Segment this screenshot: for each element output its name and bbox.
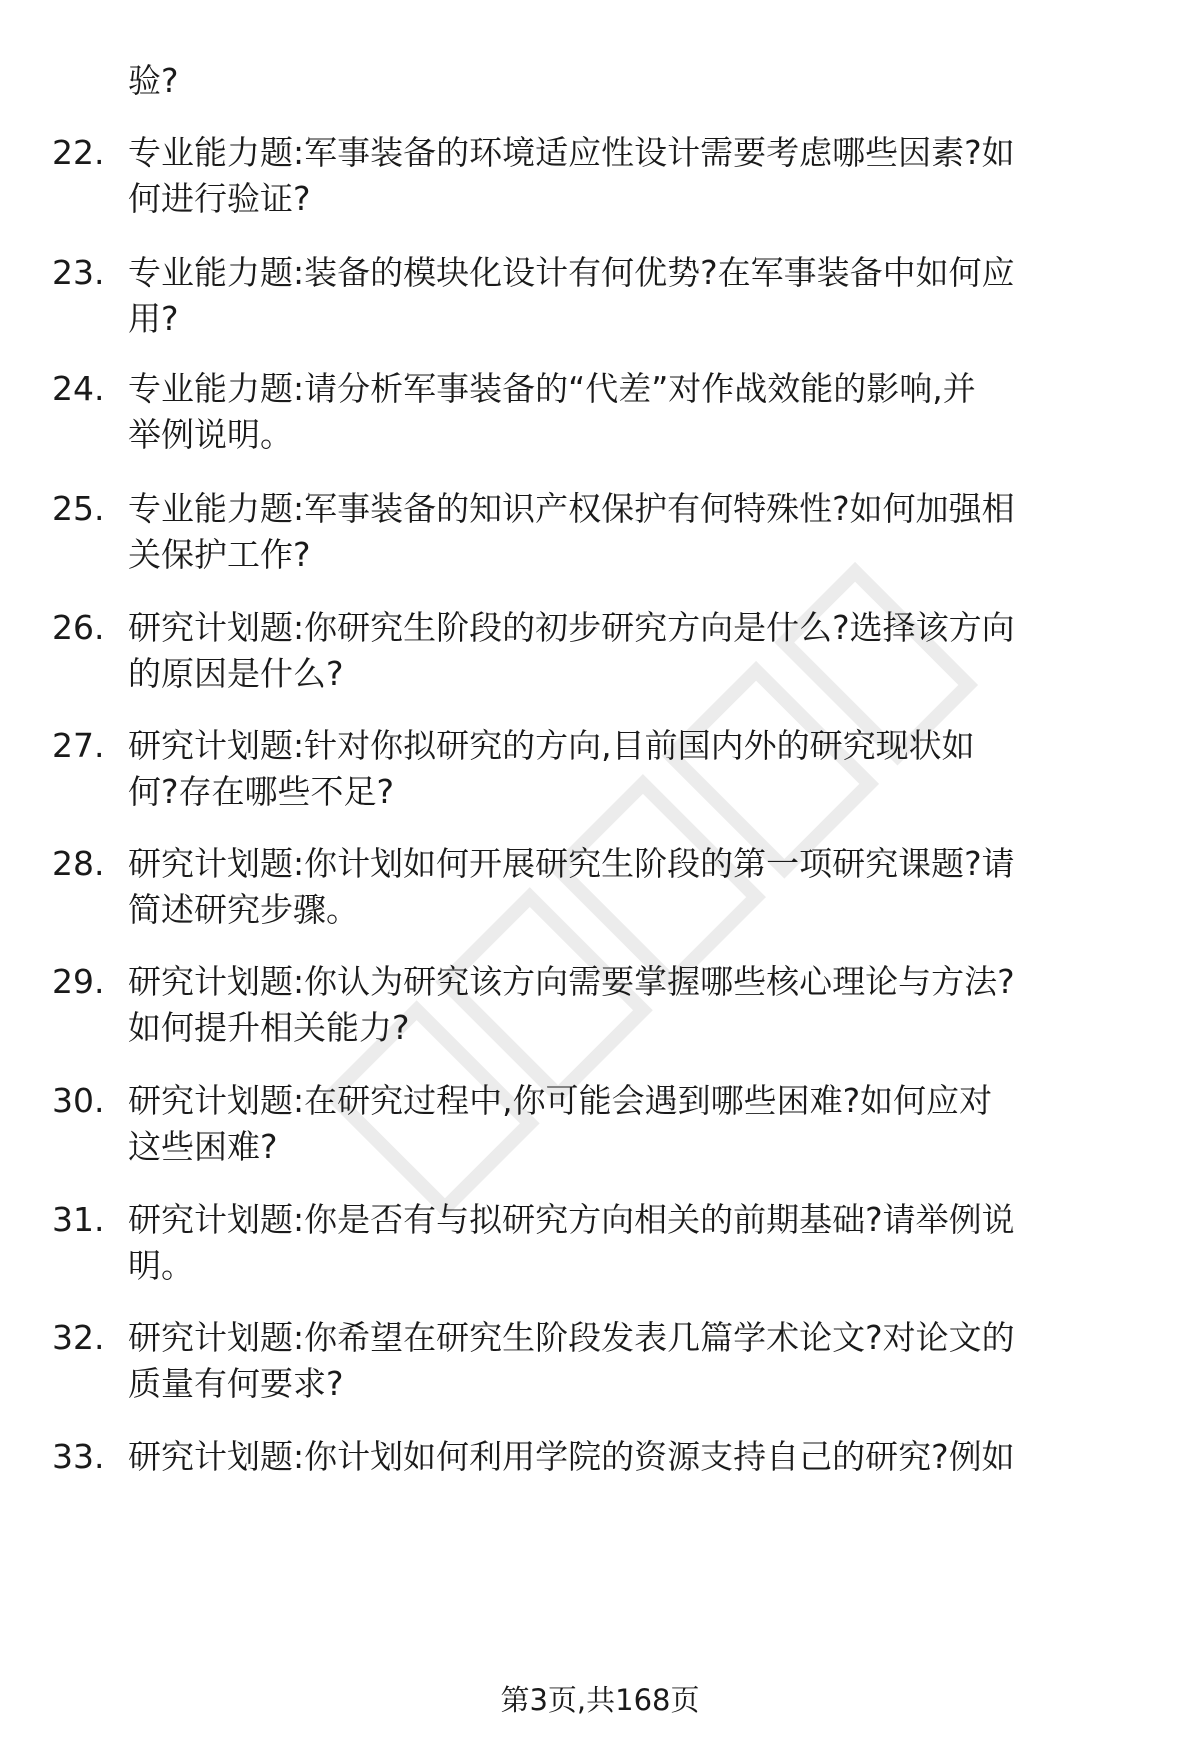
question-text-line1: 研究计划题:你认为研究该方向需要掌握哪些核心理论与方法? bbox=[128, 962, 1015, 1001]
question-number: 31. bbox=[52, 1200, 105, 1239]
question-text-line1: 研究计划题:你希望在研究生阶段发表几篇学术论文?对论文的 bbox=[128, 1318, 1015, 1357]
question-text-line1: 研究计划题:你研究生阶段的初步研究方向是什么?选择该方向 bbox=[128, 608, 1015, 647]
question-text-line2: 质量有何要求? bbox=[128, 1364, 344, 1403]
question-text-line1: 专业能力题:请分析军事装备的“代差”对作战效能的影响,并 bbox=[128, 369, 976, 408]
question-number: 25. bbox=[52, 489, 105, 528]
list-item bbox=[0, 841, 1200, 941]
question-text-line1: 研究计划题:针对你拟研究的方向,目前国内外的研究现状如 bbox=[128, 726, 975, 765]
question-text-line1: 专业能力题:军事装备的环境适应性设计需要考虑哪些因素?如 bbox=[128, 133, 1015, 172]
question-text-line2: 明。 bbox=[128, 1246, 194, 1285]
page-footer: 第3页,共168页 bbox=[500, 1683, 700, 1717]
list-item bbox=[0, 486, 1200, 586]
question-text-line2: 简述研究步骤。 bbox=[128, 890, 359, 929]
list-item bbox=[0, 605, 1200, 705]
question-number: 29. bbox=[52, 962, 105, 1001]
question-number: 30. bbox=[52, 1081, 105, 1120]
question-number: 22. bbox=[52, 133, 105, 172]
question-text-line2: 举例说明。 bbox=[128, 415, 293, 454]
list-item bbox=[0, 959, 1200, 1059]
question-number: 23. bbox=[52, 253, 105, 292]
list-item bbox=[0, 366, 1200, 466]
question-number: 26. bbox=[52, 608, 105, 647]
list-item bbox=[0, 723, 1200, 823]
continuation-text: 验? bbox=[128, 61, 179, 100]
question-text-line1: 研究计划题:在研究过程中,你可能会遇到哪些困难?如何应对 bbox=[128, 1081, 993, 1120]
question-number: 24. bbox=[52, 369, 105, 408]
question-text-line1: 专业能力题:装备的模块化设计有何优势?在军事装备中如何应 bbox=[128, 253, 1015, 292]
question-text-line2: 用? bbox=[128, 299, 179, 338]
question-number: 32. bbox=[52, 1318, 105, 1357]
question-text-line2: 如何提升相关能力? bbox=[128, 1008, 410, 1047]
list-item bbox=[0, 1197, 1200, 1297]
list-item bbox=[0, 1434, 1200, 1534]
question-text-line1: 专业能力题:军事装备的知识产权保护有何特殊性?如何加强相 bbox=[128, 489, 1015, 528]
list-item bbox=[0, 250, 1200, 350]
question-text-line1: 研究计划题:你计划如何利用学院的资源支持自己的研究?例如 bbox=[128, 1437, 1015, 1476]
question-text-line2: 这些困难? bbox=[128, 1127, 278, 1166]
list-item bbox=[0, 130, 1200, 230]
question-text-line1: 研究计划题:你是否有与拟研究方向相关的前期基础?请举例说 bbox=[128, 1200, 1015, 1239]
question-number: 28. bbox=[52, 844, 105, 883]
question-text-line1: 研究计划题:你计划如何开展研究生阶段的第一项研究课题?请 bbox=[128, 844, 1015, 883]
question-text-line2: 的原因是什么? bbox=[128, 654, 344, 693]
question-number: 27. bbox=[52, 726, 105, 765]
question-text-line2: 何进行验证? bbox=[128, 179, 311, 218]
question-text-line2: 何?存在哪些不足? bbox=[128, 772, 395, 811]
list-item bbox=[0, 1315, 1200, 1415]
list-item bbox=[0, 1078, 1200, 1178]
question-number: 33. bbox=[52, 1437, 105, 1476]
question-text-line2: 关保护工作? bbox=[128, 535, 311, 574]
